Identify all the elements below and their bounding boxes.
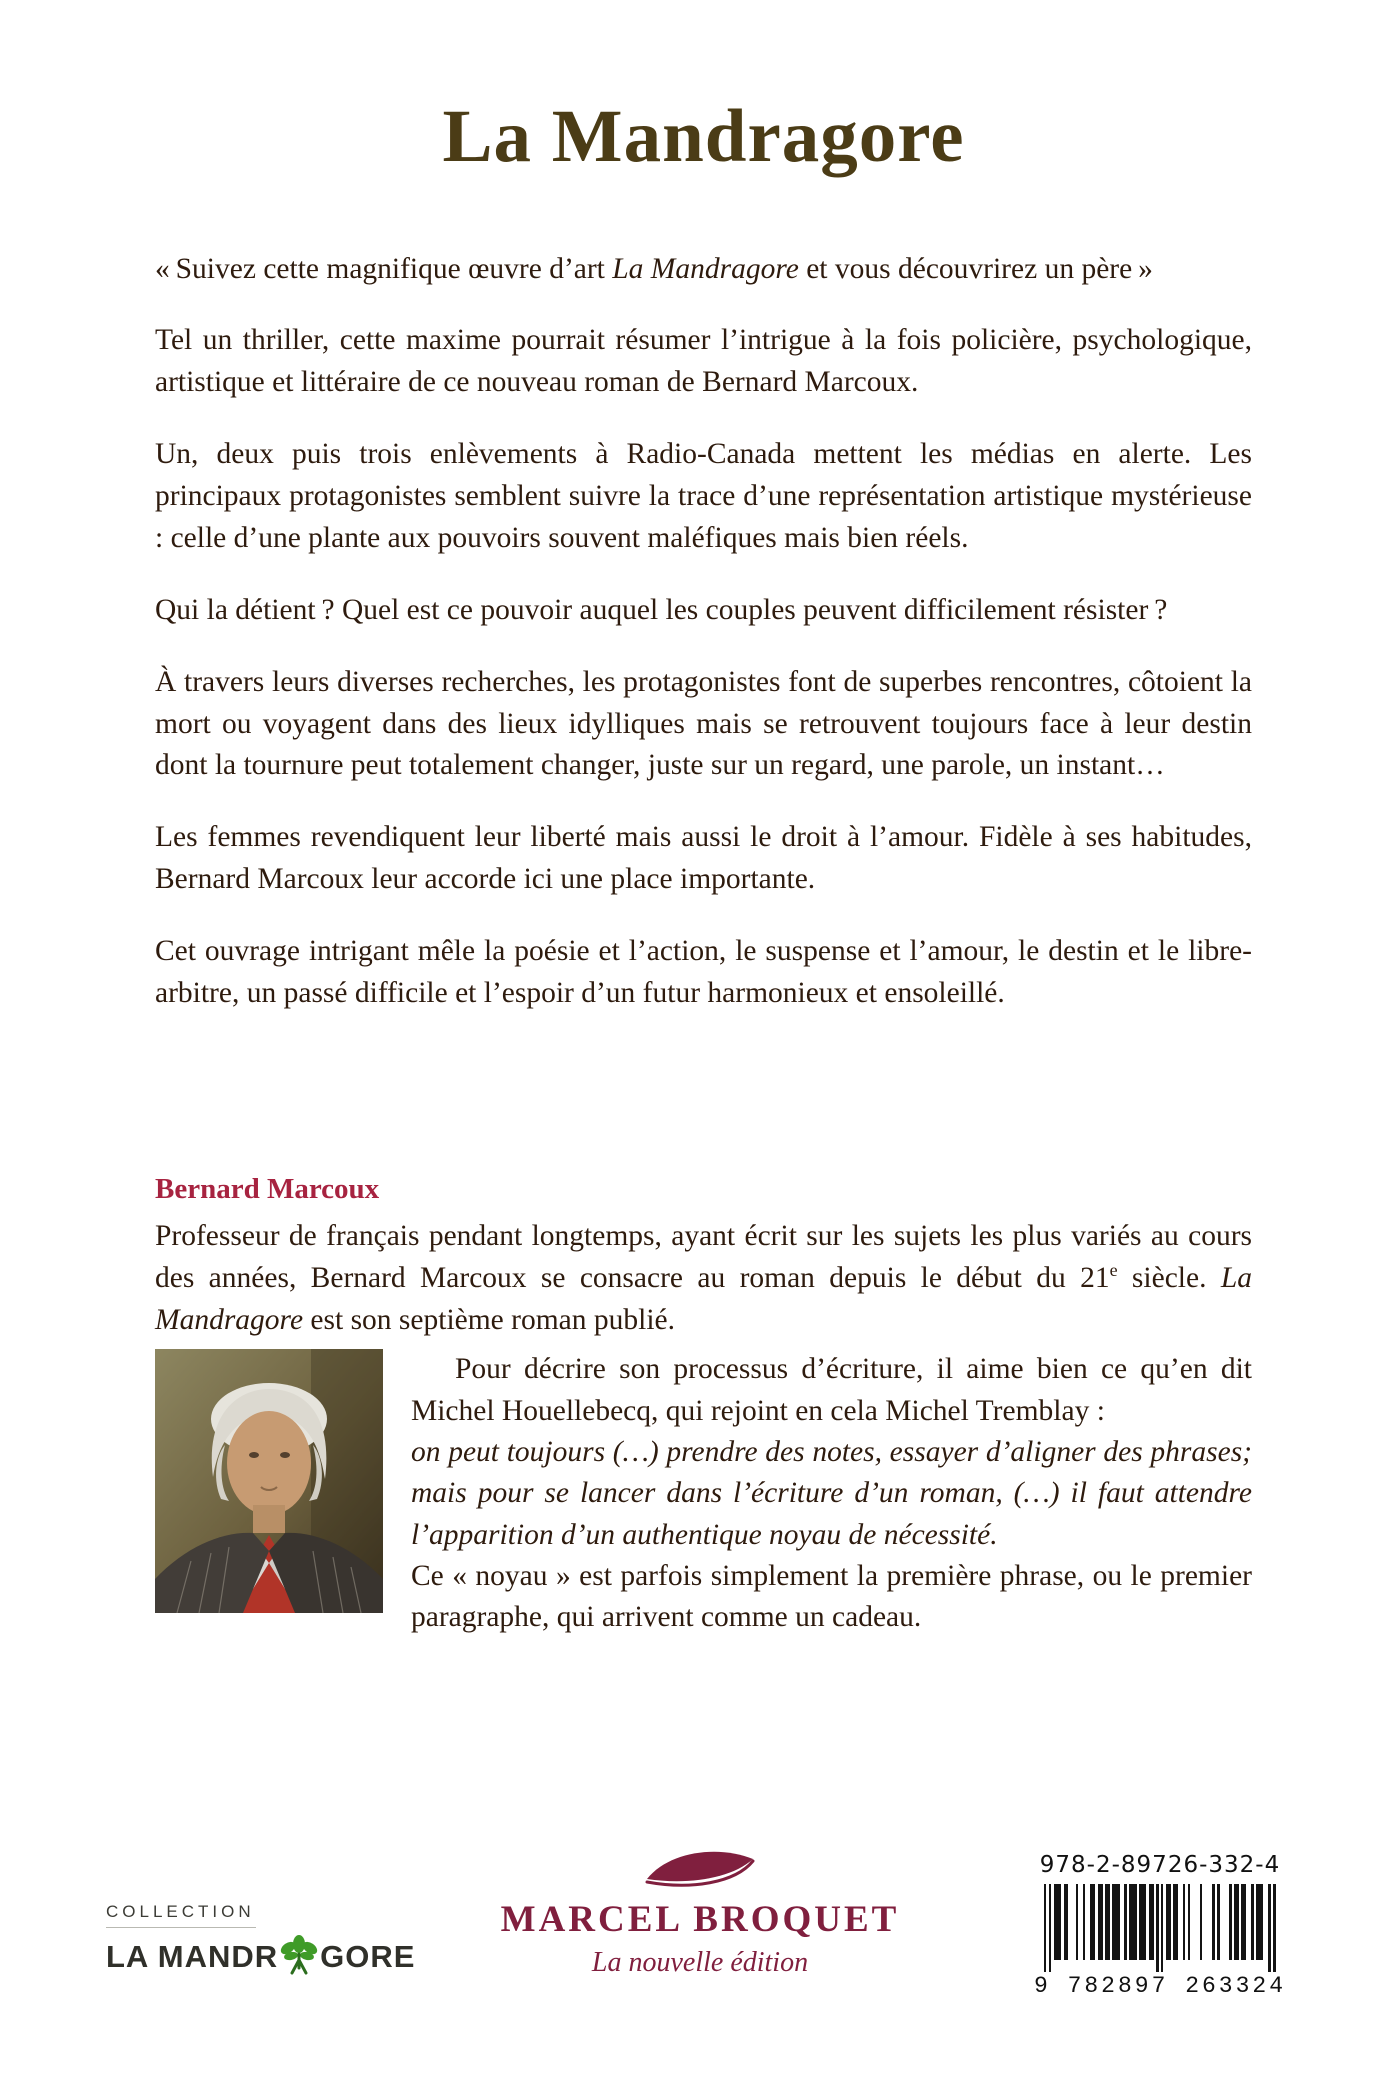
headline-quote-book-title: La Mandragore [612, 252, 799, 285]
collection-name [106, 1934, 415, 1976]
author-bio-mid: siècle. [1117, 1261, 1221, 1294]
author-quote [411, 1349, 1252, 1638]
author-photo-row [155, 1349, 1252, 1638]
author-quote-citation: on peut toujours (…) prendre des notes, essayer d’aligner des phrases; mais pour se lancer dans l’écriture d’un roman, (…) il faut attendre l’apparition d’un authentique noyau de nécessité. [411, 1435, 1252, 1551]
author-bio-pre: Professeur de français pendant longtemps, ayant écrit sur les sujets les plus variés au cours des années, Bernard Marcoux se consacre au roman depuis le début du 21 [155, 1219, 1252, 1294]
author-name-heading: Bernard Marcoux [155, 1172, 380, 1205]
collection-logo [106, 1902, 415, 1976]
mandrake-plant-icon [278, 1939, 320, 1974]
headline-quote [155, 249, 1252, 291]
collection-label: COLLECTION [106, 1902, 256, 1928]
author-photo [155, 1349, 383, 1613]
author-section [155, 1173, 1252, 1639]
paragraph-3: Un, deux puis trois enlèvements à Radio-Canada mettent les médias en alerte. Les principaux protagonistes semblent suivre la trace d’une représentation artistique mystérieuse : celle d’une plante aux pouvoirs souvent maléfiques mais bien réels. [155, 438, 1252, 554]
publisher-logo [390, 1845, 1010, 1979]
publisher-name: MARCEL BROQUET [500, 1899, 900, 1940]
page-title: La Mandragore [442, 95, 965, 178]
paragraph-4: Qui la détient ? Quel est ce pouvoir auquel les couples peuvent difficilement résister ? [155, 593, 1168, 626]
headline-quote-pre: « Suivez cette magnifique œuvre d’art [155, 252, 613, 285]
isbn-number: 978-2-89726-332-4 [1039, 1852, 1281, 1878]
author-quote-outro: Ce « noyau » est parfois simplement la première phrase, ou le premier paragraphe, qui arrivent comme un cadeau. [411, 1559, 1252, 1634]
paragraph-6: Les femmes revendiquent leur liberté mais aussi le droit à l’amour. Fidèle à ses habitudes, Bernard Marcoux leur accorde ici une place importante. [155, 821, 1252, 896]
paragraph-7: Cet ouvrage intrigant mêle la poésie et l’action, le suspense et l’amour, le destin et le libre-arbitre, un passé difficile et l’espoir d’un futur harmonieux et ensoleillé. [155, 935, 1252, 1009]
author-bio [155, 1216, 1252, 1342]
author-bio-book-title: La Mandragore [155, 1261, 1252, 1336]
barcode-digits: 9 782897 263324 [1033, 1973, 1287, 1999]
author-portrait-graphic [155, 1349, 383, 1613]
publisher-leaf-icon [390, 1845, 1010, 1898]
headline-quote-post: et vous découvrirez un père » [798, 252, 1153, 285]
paragraph-2: Tel un thriller, cette maxime pourrait résumer l’intrigue à la fois policière, psychologique, artistique et littéraire de ce nouveau roman de Bernard Marcoux. [155, 324, 1252, 399]
barcode [1032, 1852, 1288, 1999]
paragraph-5: À travers leurs diverses recherches, les protagonistes font de superbes rencontres, côtoient la mort ou voyagent dans des lieux idylliques mais se retrouvent toujours face à leur destin dont la tournure peut totalement changer, juste sur un regard, une parole, un instant… [155, 665, 1252, 782]
author-quote-intro: Pour décrire son processus d’écriture, il aime bien ce qu’en dit Michel Houellebecq, qui rejoint en cela Michel Tremblay : [411, 1353, 1252, 1427]
main-text-column [155, 0, 1252, 1638]
author-bio-superscript: e [1109, 1259, 1118, 1280]
collection-name-post: GORE [320, 1939, 416, 1974]
collection-name-pre: LA MANDR [106, 1939, 279, 1974]
author-bio-post: est son septième roman publié. [303, 1303, 675, 1336]
barcode-bars [1044, 1884, 1276, 1972]
publisher-tagline: La nouvelle édition [591, 1946, 809, 1978]
